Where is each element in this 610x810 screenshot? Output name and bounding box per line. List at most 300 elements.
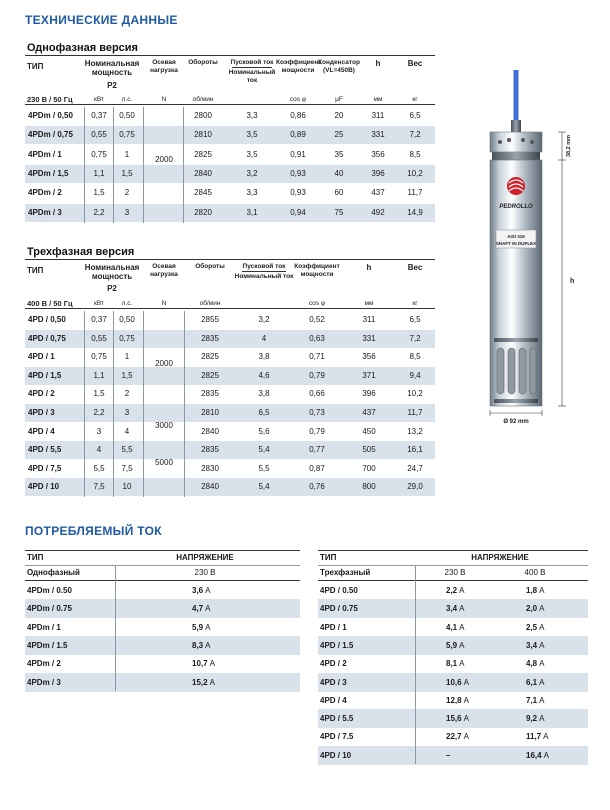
cell-h: 437 (362, 408, 376, 417)
current-value: 2,5 (526, 622, 538, 632)
divider (318, 550, 588, 551)
cell-type: 4PDm / 2 (28, 188, 62, 198)
cell-hp: 3 (124, 408, 130, 417)
table-row (25, 311, 435, 329)
hdr-rpm: Обороты (195, 263, 225, 270)
cell-cap: 60 (334, 188, 344, 198)
current-value: 1,8 (526, 586, 538, 595)
current-title: ПОТРЕБЛЯЕМЫЙ ТОК (25, 524, 162, 538)
cell-type: 4PD / 3 (320, 677, 347, 687)
cell-start: 3,8 (258, 389, 270, 399)
hdr-power: Номинальная мощность (84, 59, 140, 77)
current-unit: A (539, 586, 545, 595)
cell-kw: 1,1 (93, 370, 105, 380)
column-divider (184, 311, 185, 497)
cell-type: 4PD / 0.75 (320, 604, 358, 614)
cell-type: 4PDm / 1,5 (28, 168, 69, 178)
cell-current-230 (446, 636, 464, 655)
cell-w: 6,5 (409, 315, 421, 324)
cell-kw: 2,2 (93, 408, 105, 417)
current-unit: A (209, 677, 215, 687)
current-unit: A (539, 714, 545, 724)
bolt-icon (507, 138, 511, 142)
table-row (318, 618, 588, 637)
hdr-capacitor: Конденсатор (VL=450В) (318, 59, 360, 74)
cell-pf: 0,89 (290, 130, 306, 140)
hdr-voltage: НАПРЯЖЕНИЕ (471, 553, 529, 562)
cell-hp: 3 (124, 207, 130, 217)
table-row (25, 204, 435, 222)
cell-current-230 (446, 581, 464, 600)
hdr-type: ТИП (27, 62, 44, 71)
cell-pf: 0,86 (290, 111, 306, 120)
cell-type: 4PD / 5,5 (28, 445, 62, 455)
axial-load-value: 2000 (155, 155, 173, 164)
cell-type: 4PD / 10 (28, 482, 60, 492)
cell-w: 11,7 (407, 188, 423, 198)
hdr-nominal-current: Номинальный ток (228, 69, 276, 84)
cell-h: 396 (371, 168, 385, 178)
current-value: 4,7 (192, 604, 204, 614)
hdr-voltage: НАПРЯЖЕНИЕ (176, 553, 234, 562)
cell-h: 492 (371, 207, 385, 217)
cell-w: 14,9 (407, 207, 423, 217)
cell-type: 4PD / 4 (28, 426, 55, 436)
hdr-p2: P2 (107, 81, 117, 90)
dimension-h-label: h (570, 278, 575, 285)
unit-kg: кг (412, 300, 418, 307)
cell-current-230 (446, 746, 452, 765)
current-unit: A (463, 714, 469, 724)
current-unit: A (539, 640, 545, 650)
cell-w: 29,0 (407, 482, 423, 492)
cell-cap: 40 (334, 168, 344, 178)
cell-type: 4PDm / 2 (27, 659, 61, 669)
cell-rpm: 2825 (201, 370, 219, 380)
cell-current-230 (446, 691, 469, 710)
current-value: – (446, 750, 451, 760)
cell-start: 5,5 (258, 463, 270, 473)
hdr-weight: Вес (407, 263, 423, 272)
current-value: 5,9 (446, 640, 458, 650)
cell-w: 6,5 (409, 111, 421, 120)
cell-h: 800 (362, 482, 376, 492)
cell-rpm: 2840 (201, 482, 219, 492)
cell-type: 4PDm / 1.5 (27, 640, 68, 650)
cell-rpm: 2840 (201, 426, 219, 436)
cell-current-230 (446, 654, 464, 673)
cell-rpm: 2835 (201, 445, 219, 455)
pump-illustration (478, 70, 603, 425)
table-row (25, 673, 300, 692)
cell-w: 7,2 (409, 333, 421, 343)
unit-kg: кг (412, 96, 418, 103)
cell-w: 7,2 (409, 130, 421, 140)
current-unit: A (205, 604, 211, 614)
cell-rpm: 2840 (194, 168, 212, 178)
table-row (25, 126, 435, 144)
cell-pf: 0,79 (309, 370, 325, 380)
cell-start: 3,2 (258, 315, 270, 324)
divider (25, 55, 435, 56)
cell-h: 700 (362, 463, 376, 473)
current-unit: A (459, 622, 465, 632)
current-unit: A (463, 732, 469, 742)
bolt-icon (521, 138, 525, 142)
phase-label: Трехфазный (320, 568, 371, 577)
hdr-nominal-current: Номинальный ток (234, 273, 294, 280)
dimension-diameter-label: Ø 92 mm (503, 419, 529, 425)
table-row (318, 673, 588, 692)
current-unit: A (459, 586, 465, 595)
table-row (318, 599, 588, 618)
cell-rpm: 2820 (194, 207, 212, 217)
cell-type: 4PD / 0,50 (28, 315, 66, 324)
cell-hp: 0,75 (119, 333, 135, 343)
table-row (25, 581, 300, 600)
cell-kw: 0,37 (91, 111, 107, 120)
cell-kw: 0,55 (91, 130, 107, 140)
column-divider (415, 566, 416, 764)
hdr-rpm: Обороты (188, 59, 218, 66)
cell-start: 3,5 (246, 149, 258, 159)
cell-kw: 2,2 (93, 207, 105, 217)
current-value: 11,7 (526, 732, 542, 742)
cell-rpm: 2830 (201, 463, 219, 473)
cell-type: 4PD / 1 (28, 352, 55, 362)
cell-rpm: 2810 (201, 408, 219, 417)
column-divider (143, 107, 144, 223)
cell-current-230 (446, 727, 469, 746)
brand-text: PEDROLLO (499, 204, 533, 210)
hdr-axial-load: Осевая нагрузка (150, 263, 178, 278)
cell-kw: 0,75 (91, 352, 107, 362)
cell-type: 4PD / 10 (320, 750, 352, 760)
current-unit: A (539, 659, 545, 669)
axial-load-value-b: 3000 (155, 421, 173, 430)
cell-start: 4,6 (258, 370, 270, 380)
cell-current (192, 636, 210, 655)
cell-pf: 0,93 (290, 168, 306, 178)
cell-start: 3,3 (246, 111, 258, 120)
current-value: 10,6 (446, 677, 462, 687)
table-row (25, 348, 435, 366)
cell-hp: 0,50 (119, 315, 135, 324)
axial-load-value-a: 2000 (155, 359, 173, 368)
cell-current-400 (526, 581, 544, 600)
cell-start: 4 (261, 333, 267, 343)
cell-type: 4PDm / 3 (28, 207, 62, 217)
cell-hp: 5,5 (121, 445, 133, 455)
column-divider (84, 107, 85, 223)
cell-h: 450 (362, 426, 376, 436)
cell-rpm: 2825 (194, 149, 212, 159)
current-value: 2,0 (526, 604, 538, 614)
hdr-axial-load: Осевая нагрузка (150, 59, 178, 74)
table-row (25, 478, 435, 496)
column-divider (115, 566, 116, 691)
cell-type: 4PD / 1,5 (28, 370, 62, 380)
divider (25, 550, 300, 551)
cell-hp: 4 (124, 426, 130, 436)
table-row (25, 165, 435, 183)
table-row (318, 727, 588, 746)
plate-text-1: AISI 316 (507, 234, 525, 239)
cell-w: 13,2 (407, 426, 423, 436)
cell-h: 311 (371, 111, 385, 120)
cell-current-400 (526, 691, 544, 710)
current-value: 4,1 (446, 622, 458, 632)
cell-w: 9,4 (409, 370, 421, 380)
table-row (25, 184, 435, 202)
table-row (25, 385, 435, 403)
current-unit: A (205, 640, 211, 650)
column-divider (113, 107, 114, 223)
unit-kw: кВт (94, 96, 104, 103)
cell-current (192, 673, 215, 692)
dimension-top-label: 38,2 mm (566, 134, 572, 158)
cell-kw: 0,75 (91, 149, 107, 159)
cell-type: 4PDm / 1 (27, 622, 61, 632)
cell-current-400 (526, 746, 549, 765)
table-row (318, 636, 588, 655)
vent-slot (519, 348, 526, 394)
three-phase-subtitle: Трехфазная версия (27, 246, 135, 258)
current-unit: A (459, 640, 465, 650)
cell-hp: 0,75 (119, 130, 135, 140)
cell-type: 4PD / 2 (28, 389, 55, 399)
current-unit: A (459, 604, 465, 614)
cell-hp: 1,5 (121, 370, 133, 380)
cell-w: 10,2 (407, 389, 423, 399)
table-row (25, 330, 435, 348)
table-row (318, 691, 588, 710)
cell-start: 3,1 (246, 207, 258, 217)
cell-h: 371 (362, 370, 376, 380)
cell-current-400 (526, 727, 548, 746)
hdr-type: ТИП (27, 266, 44, 275)
voltage-400: 400 В (524, 568, 546, 577)
table-row (318, 581, 588, 600)
vent-slot (497, 348, 504, 394)
table-row (25, 441, 435, 459)
table-row (25, 404, 435, 422)
cell-pf: 0,79 (309, 426, 325, 436)
cell-kw: 0,37 (91, 315, 107, 324)
current-value: 12,8 (446, 695, 462, 705)
divider (25, 104, 435, 105)
cell-rpm: 2800 (194, 111, 212, 120)
cell-h: 311 (362, 315, 376, 324)
current-unit: A (459, 659, 465, 669)
current-value: 10,7 (192, 659, 208, 669)
cell-start: 3,8 (258, 352, 270, 362)
cell-h: 437 (371, 188, 385, 198)
cell-w: 10,2 (407, 168, 423, 178)
cell-type: 4PD / 4 (320, 695, 347, 705)
cell-start: 6,5 (258, 408, 270, 417)
bolt-icon (498, 140, 502, 144)
cell-h: 505 (362, 445, 376, 455)
cell-hp: 10 (122, 482, 132, 492)
cell-rpm: 2835 (201, 389, 219, 399)
unit-mm: мм (364, 300, 374, 307)
divider (318, 565, 588, 566)
cell-type: 4PD / 0,75 (28, 333, 66, 343)
table-row (25, 423, 435, 441)
unit-hp: л.с. (121, 96, 133, 103)
cell-start: 3,2 (246, 168, 258, 178)
divider (25, 308, 435, 309)
body-ring (494, 399, 538, 403)
cell-type: 4PD / 2 (320, 659, 347, 669)
cell-cap: 20 (334, 111, 344, 120)
current-unit: A (205, 622, 211, 632)
cell-current-230 (446, 618, 464, 637)
current-value: 8,1 (446, 659, 458, 669)
unit-kw: кВт (94, 300, 104, 307)
cell-type: 4PD / 7,5 (28, 463, 62, 473)
hdr-power: Номинальная мощность (84, 263, 140, 281)
cell-rpm: 2810 (194, 130, 212, 140)
cell-cap: 25 (334, 130, 344, 140)
current-value: 2,2 (446, 586, 458, 595)
unit-rpm: об/мин (192, 96, 214, 103)
hdr-power-factor: Коэффициент мощности (294, 263, 340, 278)
cell-kw: 7,5 (93, 482, 105, 492)
current-value: 7,1 (526, 695, 538, 705)
cell-h: 356 (371, 149, 385, 159)
cell-type: 4PD / 1 (320, 622, 347, 632)
current-value: 4,8 (526, 659, 538, 669)
vent-slot (508, 348, 515, 394)
cell-cap: 75 (334, 207, 344, 217)
cell-current (192, 581, 210, 600)
current-value: 6,1 (526, 677, 538, 687)
cell-pf: 0,76 (309, 482, 325, 492)
cell-current (192, 654, 215, 673)
hdr-weight: Вес (407, 59, 423, 68)
cell-h: 331 (371, 130, 385, 140)
cell-pf: 0,77 (309, 445, 325, 455)
cell-pf: 0,66 (309, 389, 325, 399)
cell-start: 5,6 (258, 426, 270, 436)
hdr-power-factor: Коэффициент мощности (276, 59, 322, 74)
current-unit: A (543, 750, 549, 760)
hdr-type: ТИП (320, 553, 337, 562)
cell-type: 4PD / 3 (28, 408, 55, 417)
current-value: 3,6 (192, 586, 204, 595)
current-unit: A (539, 604, 545, 614)
cell-current-230 (446, 599, 464, 618)
bolt-icon (530, 140, 534, 144)
cell-type: 4PDm / 1 (28, 149, 62, 159)
cell-type: 4PDm / 3 (27, 677, 61, 687)
table-row (25, 599, 300, 618)
current-unit: A (205, 586, 211, 595)
cell-pf: 0,93 (290, 188, 306, 198)
pump-head (490, 132, 542, 152)
unit-mm: мм (373, 96, 383, 103)
unit-cap: μF (335, 96, 343, 103)
current-value: 5,9 (192, 622, 204, 632)
cell-w: 11,7 (407, 408, 423, 417)
unit-pf: cos φ (289, 96, 307, 103)
cell-current-400 (526, 709, 544, 728)
cell-type: 4PDm / 0.75 (27, 604, 72, 614)
phase-label: Однофазный (27, 568, 80, 577)
table-row (318, 746, 588, 765)
cell-current-400 (526, 654, 544, 673)
cell-hp: 7,5 (121, 463, 133, 473)
cell-type: 4PD / 0.50 (320, 586, 358, 595)
cell-current-400 (526, 618, 544, 637)
cell-pf: 0,91 (290, 149, 306, 159)
vent-slot (530, 348, 536, 394)
cell-start: 3,3 (246, 188, 258, 198)
cell-current-400 (526, 599, 544, 618)
column-divider (113, 311, 114, 497)
table-row (25, 146, 435, 164)
cell-start: 3,5 (246, 130, 258, 140)
cell-kw: 3 (96, 426, 102, 436)
current-value: 22,7 (446, 732, 462, 742)
cell-rpm: 2825 (201, 352, 219, 362)
hdr-p2: P2 (107, 284, 117, 293)
cell-type: 4PDm / 0,50 (28, 111, 73, 120)
divider (25, 565, 300, 566)
unit-n: N (161, 96, 167, 103)
hdr-height: h (366, 263, 372, 272)
table-row (25, 654, 300, 673)
table-row (318, 654, 588, 673)
cell-w: 16,1 (407, 445, 423, 455)
unit-rpm: об/мин (199, 300, 221, 307)
cell-w: 24,7 (407, 463, 423, 473)
cell-hp: 0,50 (119, 111, 135, 120)
cell-h: 331 (362, 333, 376, 343)
cell-pf: 0,63 (309, 333, 325, 343)
current-value: 9,2 (526, 714, 538, 724)
current-unit: A (539, 622, 545, 632)
table-row (318, 709, 588, 728)
cell-cap: 35 (334, 149, 344, 159)
divider (25, 259, 435, 260)
column-divider (143, 311, 144, 497)
tech-data-title: ТЕХНИЧЕСКИЕ ДАННЫЕ (25, 13, 178, 27)
divider (242, 271, 286, 272)
cell-hp: 2 (124, 389, 130, 399)
current-value: 3,4 (526, 640, 538, 650)
unit-hp: л.с. (121, 300, 133, 307)
voltage-230: 230 В (444, 568, 466, 577)
current-unit: A (543, 732, 549, 742)
cell-hp: 1,5 (121, 168, 133, 178)
single-phase-subtitle: Однофазная версия (27, 42, 138, 54)
current-value: 8,3 (192, 640, 204, 650)
hdr-start-current: Пусковой ток (230, 59, 274, 66)
cell-kw: 1,1 (93, 168, 105, 178)
current-value: 16,4 (526, 750, 542, 760)
unit-n: N (161, 300, 167, 307)
table-row (25, 460, 435, 478)
column-divider (183, 107, 184, 223)
cell-type: 4PD / 7.5 (320, 732, 354, 742)
unit-pf: cos φ (308, 300, 326, 307)
cell-kw: 0,55 (91, 333, 107, 343)
cell-rpm: 2855 (201, 315, 219, 324)
cell-rpm: 2835 (201, 333, 219, 343)
